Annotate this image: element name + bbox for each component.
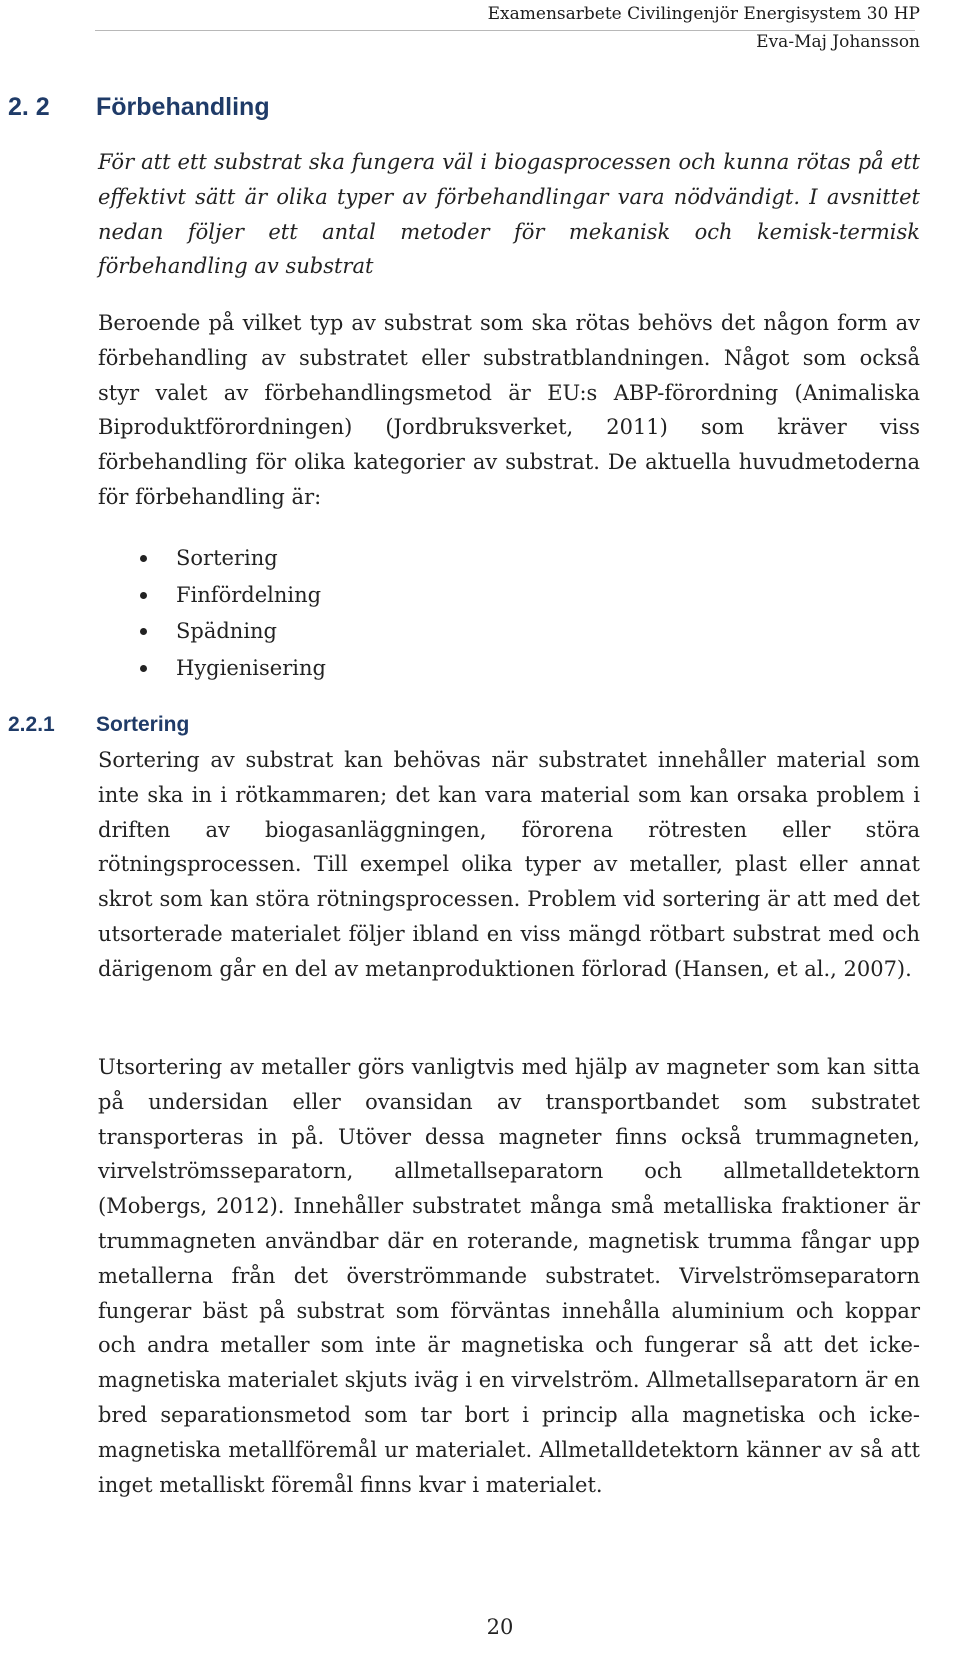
subsection-heading — [8, 710, 189, 740]
subsection-paragraph-1: Sortering av substrat kan behövas när substratet innehåller material som inte ska in i rötkammaren; det kan vara material som kan orsaka problem i driften av biogasanläggningen, förorena rötresten eller störa rötningsprocessen. Till exempel olika typer av metaller, plast eller annat skrot som kan störa rötningsprocessen. Problem vid sortering är att med det utsorterade materialet följer ibland en viss mängd rötbart substrat med och därigenom går en del av metanproduktionen förlorad (Hansen, et al., 2007). — [98, 748, 920, 981]
list-item — [140, 540, 326, 577]
page-number: 20 — [486, 1615, 514, 1639]
header-author: Eva-Maj Johansson — [756, 32, 920, 52]
header-course: Examensarbete Civilingenjör Energisystem 30 HP — [487, 4, 920, 24]
header-divider — [95, 30, 915, 31]
bullet-icon — [140, 628, 147, 635]
subsection-title: Sortering — [96, 713, 190, 736]
list-item-label: Spädning — [176, 619, 278, 643]
list-item — [140, 650, 326, 687]
section-intro: För att ett substrat ska fungera väl i biogasprocessen och kunna rötas på ett effektivt sätt är olika typer av förbehandlingar vara nödvändigt. I avsnittet nedan följer ett antal metoder för mekanisk och kemisk-termisk förbehandling av substrat — [98, 150, 920, 279]
section-number: 2. 2 — [8, 93, 50, 121]
section-heading — [8, 90, 270, 124]
bullet-icon — [140, 592, 147, 599]
subsection-paragraph-2: Utsortering av metaller görs vanligtvis med hjälp av magneter som kan sitta på undersidan eller ovansidan av transportbandet som substratet transporteras in på. Utöver dessa magneter finns också trummagneten, virvelströmsseparatorn, allmetallseparatorn och allmetalldetektorn (Mobergs, 2012). Innehåller substratet många små metalliska fraktioner är trummagneten användbar där en roterande, magnetisk trumma fångar upp metallerna från det överströmmande substratet. Virvelströmseparatorn fungerar bäst på substrat som förväntas innehålla aluminium och koppar och andra metaller som inte är magnetiska och fungerar så att det icke-magnetiska materialet skjuts iväg i en virvelström. Allmetallseparatorn är en bred separationsmetod som tar bort i princip alla magnetiska och icke-magnetiska metallföremål ur materialet. Allmetalldetektorn känner av så att inget metalliskt föremål finns kvar i materialet. — [98, 1055, 920, 1497]
list-item — [140, 577, 326, 614]
section-paragraph: Beroende på vilket typ av substrat som ska rötas behövs det någon form av förbehandling av substratet eller substratblandningen. Något som också styr valet av förbehandlingsmetod är EU:s ABP-förordning (Animaliska Biproduktförordningen) (Jordbruksverket, 2011) som kräver viss förbehandling för olika kategorier av substrat. De aktuella huvudmetoderna för förbehandling är: — [98, 311, 920, 509]
bullet-icon — [140, 555, 147, 562]
list-item — [140, 613, 326, 650]
section-title: Förbehandling — [96, 93, 270, 121]
subsection-number: 2.2.1 — [8, 713, 55, 736]
list-item-label: Hygienisering — [176, 655, 326, 680]
list-item-label: Finfördelning — [176, 582, 322, 607]
list-item-label: Sortering — [176, 546, 278, 570]
pretreatment-method-list — [140, 540, 326, 686]
bullet-icon — [140, 665, 147, 672]
page-header — [488, 0, 920, 56]
